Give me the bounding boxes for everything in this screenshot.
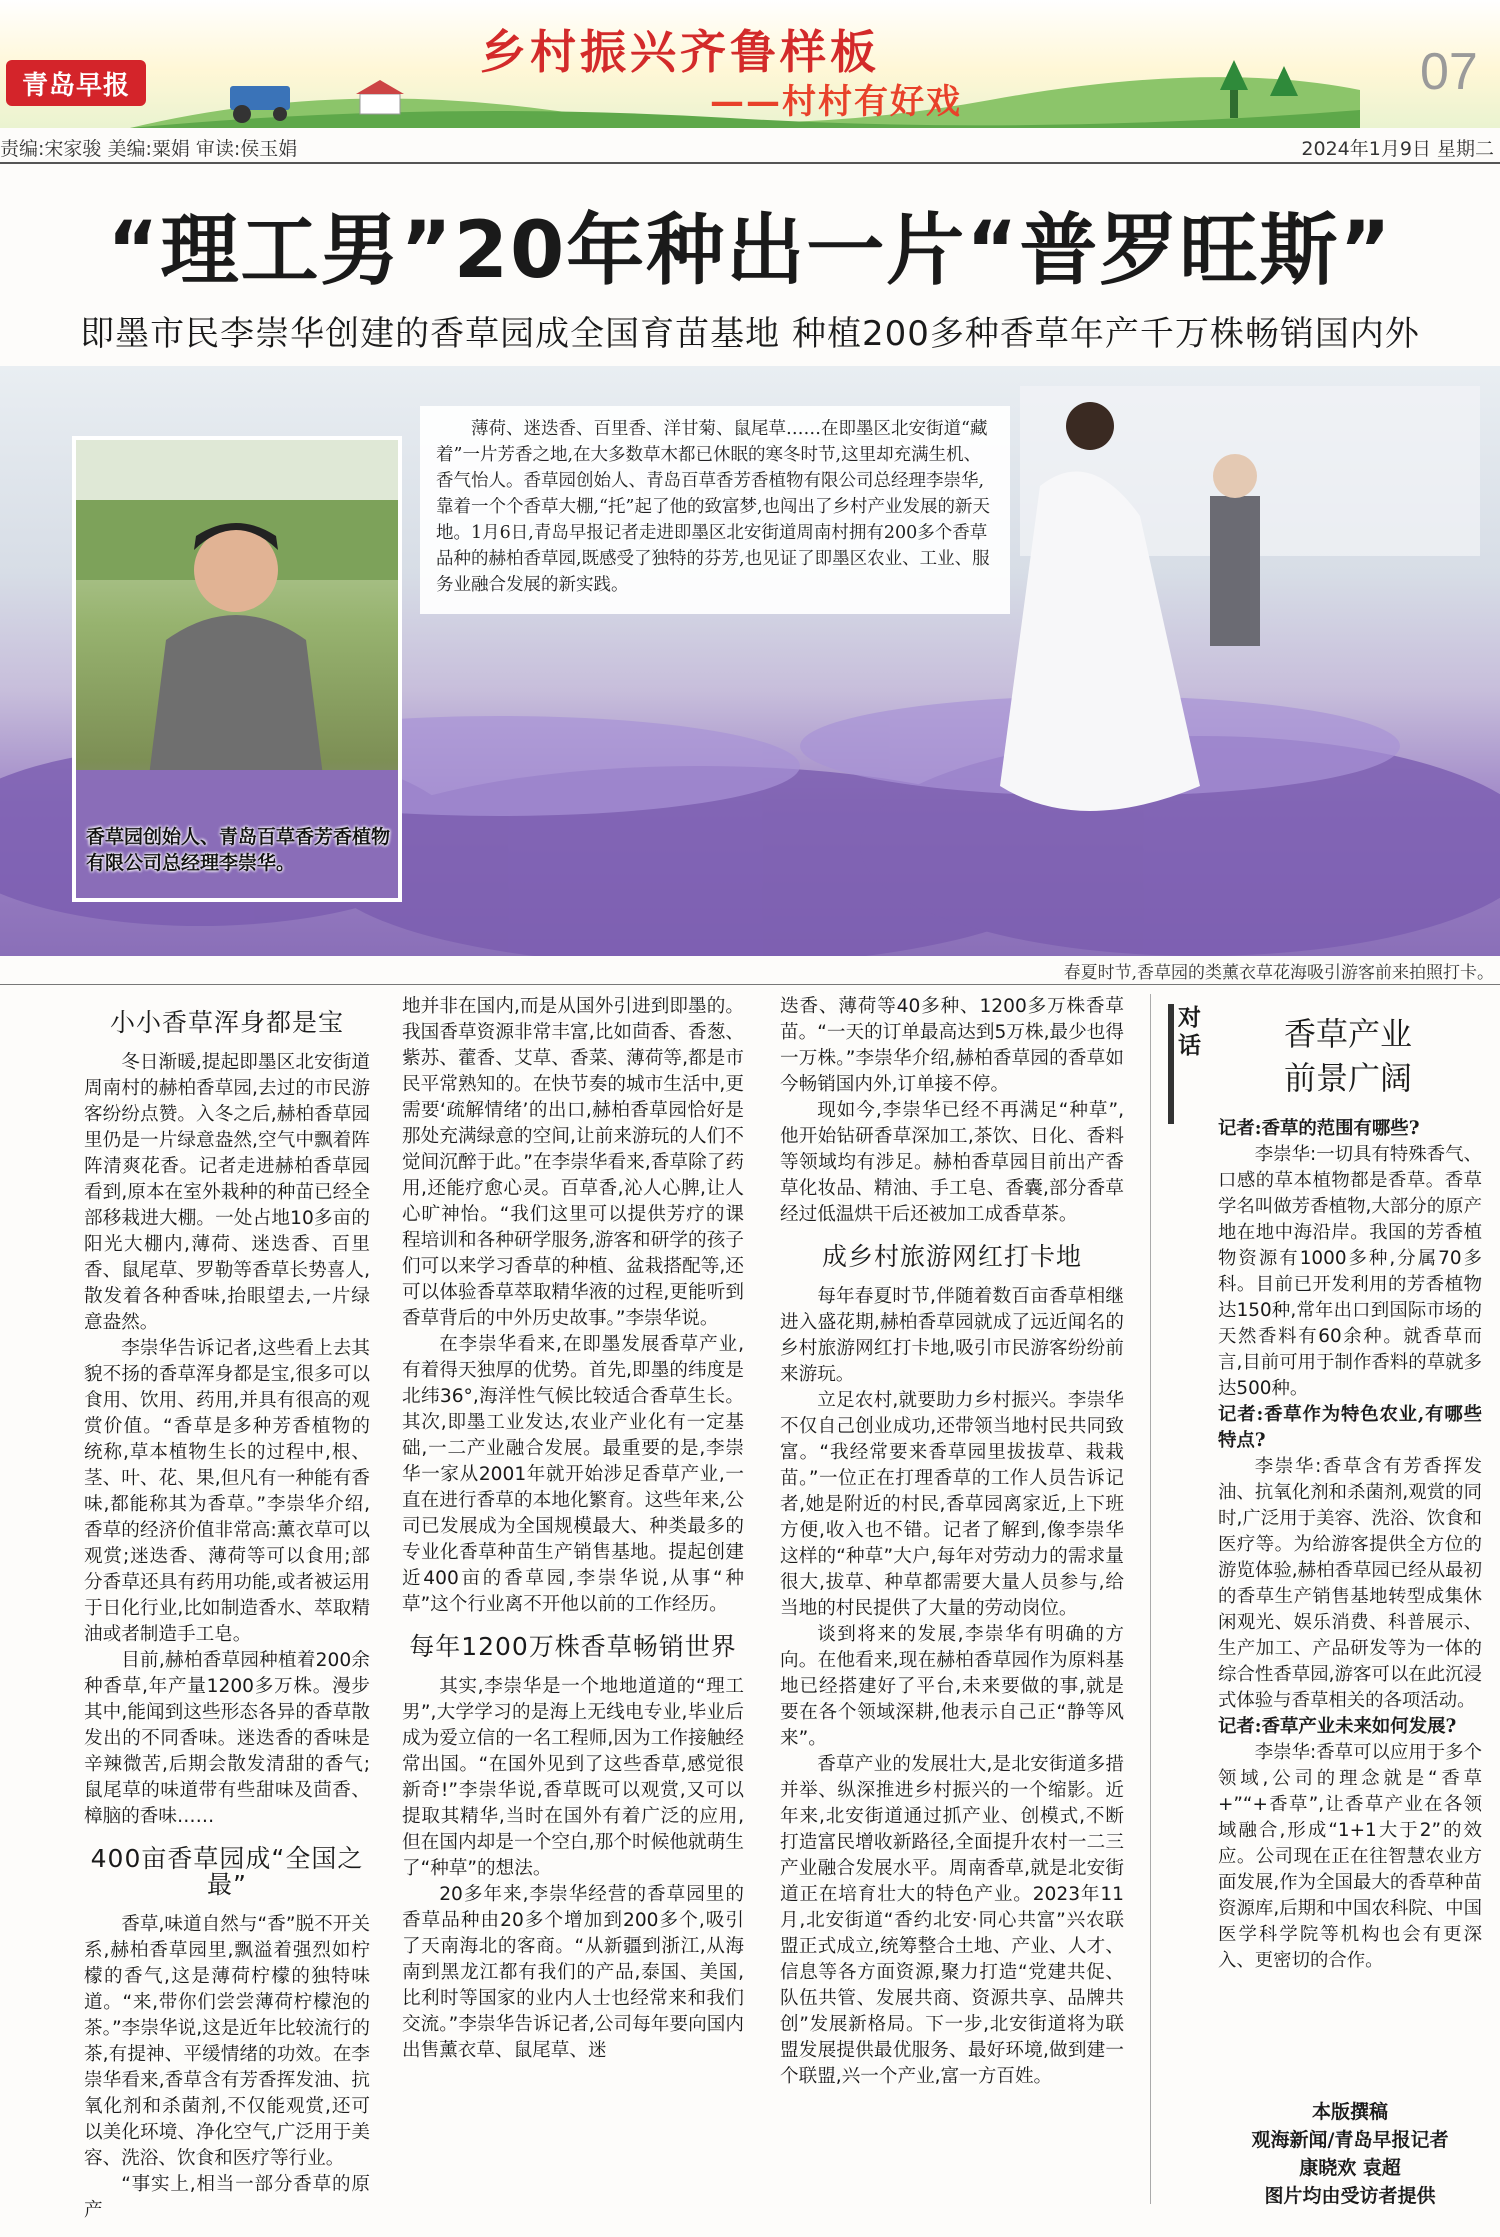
paragraph: 每年春夏时节,伴随着数百亩香草相继进入盛花期,赫柏香草园就成了远近闻名的乡村旅游网红打卡地,吸引市民游客纷纷前来游玩。 [780, 1286, 1124, 1385]
paragraph: 香草产业的发展壮大,是北安街道多措并举、纵深推进乡村振兴的一个缩影。近年来,北安街道通过抓产业、创模式,不断打造富民增收新路径,全面提升农村一二三产业融合发展水平。周南香草,就是北安街道正在培育壮大的特色产业。2023年11月,北安街道“香约北安·同心共富”兴农联盟正式成立,统筹整合土地、产业、人才、信息等各方面资源,聚力打造“党建共促、队伍共管、发展共商、资源共享、品牌共创”发展新格局。下一步,北安街道将为联盟发展提供最优服务、最好环境,做到建一个联盟,兴一个产业,富一方百姓。 [780, 1754, 1124, 2087]
interview-qa [1218, 1116, 1482, 1974]
article-column-3 [780, 994, 1124, 2090]
section-heading: 成乡村旅游网红打卡地 [821, 1242, 1082, 1271]
subheadline: 即墨市民李崇华创建的香草园成全国育苗基地 种植200多种香草年产千万株畅销国内外 [80, 314, 1420, 354]
paragraph: 立足农村,就要助力乡村振兴。李崇华不仅自己创业成功,还带领当地村民共同致富。“我经常要来香草园里拔拔草、栽栽苗。”一位正在打理香草的工作人员告诉记者,她是附近的村民,香草园离家近,上下班方便,收入也不错。记者了解到,像李崇华这样的“种草”大户,每年对劳动力的需求量很大,拔草、种草都需要大量人员参与,给当地的村民提供了大量的劳动岗位。 [780, 1390, 1124, 1619]
paragraph: 现如今,李崇华已经不再满足“种草”,他开始钻研香草深加工,茶饮、日化、香料等领域均有涉足。赫柏香草园目前出产香草化妆品、精油、手工皂、香囊,部分香草经过低温烘干后还被加工成香草茶。 [780, 1100, 1124, 1225]
banner-subtitle: ——村村有好戏 [710, 82, 962, 122]
paragraph: 冬日渐暖,提起即墨区北安街道周南村的赫柏香草园,去过的市民游客纷纷点赞。入冬之后,赫柏香草园里仍是一片绿意盎然,空气中飘着阵阵清爽花香。记者走进赫柏香草园看到,原本在室外栽种的种苗已经全部移栽进大棚。一处占地10多亩的阳光大棚内,薄荷、迷迭香、百里香、鼠尾草、罗勒等香草长势喜人,散发着各种香味,抬眼望去,一片绿意盎然。 [84, 1052, 370, 1333]
question: 记者:香草产业未来如何发展? [1218, 1716, 1457, 1737]
banner-title: 乡村振兴齐鲁样板 [480, 25, 880, 79]
section-heading: 400亩香草园成“全国之最” [90, 1844, 364, 1899]
photo-caption: 春夏时节,香草园的类薰衣草花海吸引游客前来拍照打卡。 [1063, 963, 1494, 983]
question: 记者:香草的范围有哪些? [1218, 1118, 1420, 1139]
paragraph: 李崇华告诉记者,这些看上去其貌不扬的香草浑身都是宝,很多可以食用、饮用、药用,并具有很高的观赏价值。“香草是多种芳香植物的统称,草本植物生长的过程中,根、茎、叶、花、果,但凡有一种能有香味,都能称其为香草。”李崇华介绍,香草的经济价值非常高:薰衣草可以观赏;迷迭香、薄荷等可以食用;部分香草还具有药用功能,或者被运用于日化行业,比如制造香水、萃取精油或者制造手工皂。 [84, 1338, 370, 1645]
sidebar-title: 香草产业 前景广阔 [1283, 1015, 1412, 1097]
page-number: 07 [1420, 43, 1478, 101]
byline: 本版撰稿 观海新闻/青岛早报记者 康晓欢 袁超 图片均由受访者提供 [1251, 2101, 1449, 2207]
paragraph: 谈到将来的发展,李崇华有明确的方向。在他看来,现在赫柏香草园作为原料基地已经搭建好了平台,未来要做的事,就是要在各个领域深耕,他表示自己正“静等风来”。 [780, 1624, 1124, 1749]
paragraph: 迭香、薄荷等40多种、1200多万株香草苗。“一天的订单最高达到5万株,最少也得一万株。”李崇华介绍,赫柏香草园的香草如今畅销国内外,订单接不停。 [780, 996, 1124, 1095]
divider [0, 984, 1500, 985]
answer: 李崇华:一切具有特殊香气、口感的草本植物都是香草。香草学名叫做芳香植物,大部分的原产地在地中海沿岸。我国的芳香植物资源有1000多种,分属70多科。目前已开发利用的芳香植物达150种,常年出口到国际市场的天然香料有60余种。就香草而言,目前可用于制作香料的草就多达500种。 [1218, 1144, 1482, 1399]
editor-credits: 责编:宋家骏 美编:粟娟 审读:侯玉娟 [0, 138, 298, 160]
article-column-1 [84, 994, 370, 2224]
answer: 李崇华:香草可以应用于多个领域,公司的理念就是“香草+”“+香草”,让香草产业在各领域融合,形成“1+1大于2”的效应。公司现在正在往智慧农业方面发展,作为全国最大的香草种苗资源库,后期和中国农科院、中国医学科学院等机构也会有更深入、更密切的合作。 [1218, 1742, 1482, 1971]
divider [0, 162, 1500, 164]
article-column-2 [402, 994, 744, 2064]
paragraph: 20多年来,李崇华经营的香草园里的香草品种由20多个增加到200多个,吸引了天南海北的客商。“从新疆到浙江,从海南到黑龙江都有我们的产品,泰国、美国,比利时等国家的业内人士也经常来和我们交流。”李崇华告诉记者,公司每年要向国内出售薰衣草、鼠尾草、迷 [402, 1884, 744, 2061]
paragraph: 地并非在国内,而是从国外引进到即墨的。我国香草资源非常丰富,比如茴香、香葱、紫苏、藿香、艾草、香菜、薄荷等,都是市民平常熟知的。在快节奏的城市生活中,更需要‘疏解情绪’的出口,赫柏香草园恰好是那处充满绿意的空间,让前来游玩的人们不觉间沉醉于此。”在李崇华看来,香草除了药用,还能疗愈心灵。百草香,沁人心脾,让人心旷神怡。“我们这里可以提供芳疗的课程培训和各种研学服务,游客和研学的孩子们可以来学习香草的种植、盆栽搭配等,还可以体验香草萃取精华液的过程,更能听到香草背后的中外历史故事。”李崇华说。 [402, 996, 744, 1329]
masthead-banner [0, 0, 1500, 128]
paragraph: 在李崇华看来,在即墨发展香草产业,有着得天独厚的优势。首先,即墨的纬度是北纬36°,海洋性气候比较适合香草生长。其次,即墨工业发达,农业产业化有一定基础,一二产业融合发展。最重要的是,李崇华一家从2001年就开始涉足香草产业,一直在进行香草的本地化繁育。这些年来,公司已发展成为全国规模最大、种类最多的专业化香草种苗生产销售基地。提起创建近400亩的香草园,李崇华说,从事“种草”这个行业离不开他以前的工作经历。 [402, 1334, 744, 1615]
lead-paragraph: 薄荷、迷迭香、百里香、洋甘菊、鼠尾草……在即墨区北安街道“藏着”一片芳香之地,在大多数草木都已休眠的寒冬时节,这里却充满生机、香气怡人。香草园创始人、青岛百草香芳香植物有限公司总经理李崇华,靠着一个个香草大棚,“托”起了他的致富梦,也闯出了乡村产业发展的新天地。1月6日,青岛早报记者走进即墨区北安街道周南村拥有200多个香草品种的赫柏香草园,既感受了独特的芬芳,也见证了即墨区农业、工业、服务业融合发展的新实践。 [420, 406, 1010, 614]
paragraph: 香草,味道自然与“香”脱不开关系,赫柏香草园里,飘溢着强烈如柠檬的香气,这是薄荷柠檬的独特味道。“来,带你们尝尝薄荷柠檬泡的茶。”李崇华说,这是近年比较流行的茶,有提神、平缓情绪的功效。在李崇华看来,香草含有芳香挥发油、抗氧化剂和杀菌剂,不仅能观赏,还可以美化环境、净化空气,广泛用于美容、洗浴、饮食和医疗等行业。 [84, 1914, 370, 2169]
newspaper-logo: 青岛早报 [6, 60, 146, 106]
answer: 李崇华:香草含有芳香挥发油、抗氧化剂和杀菌剂,观赏的同时,广泛用于美容、洗浴、饮食和医疗等。为给游客提供全方位的游览体验,赫柏香草园已经从最初的香草生产销售基地转型成集休闲观光、娱乐消费、科普展示、生产加工、产品研发等为一体的综合性香草园,游客可以在此沉浸式体验与香草相关的各项活动。 [1218, 1456, 1482, 1711]
paragraph: “事实上,相当一部分香草的原产 [84, 2174, 370, 2221]
section-heading: 每年1200万株香草畅销世界 [409, 1632, 737, 1661]
section-heading: 小小香草浑身都是宝 [109, 1008, 344, 1037]
column-divider [1150, 994, 1151, 2204]
paragraph: 其实,李崇华是一个地地道道的“理工男”,大学学习的是海上无线电专业,毕业后成为爱立信的一名工程师,因为工作接触经常出国。“在国外见到了这些香草,感觉很新奇!”李崇华说,香草既可以观赏,又可以提取其精华,当时在国外有着广泛的应用,但在国内却是一个空白,那个时候他就萌生了“种草”的想法。 [402, 1676, 744, 1879]
issue-date: 2024年1月9日 星期二 [1301, 138, 1494, 160]
paragraph: 目前,赫柏香草园种植着200余种香草,年产量1200多万株。漫步其中,能闻到这些形态各异的香草散发出的不同香味。迷迭香的香味是辛辣微苦,后期会散发清甜的香气;鼠尾草的味道带有些甜味及茴香、樟脑的香味…… [84, 1650, 370, 1827]
question: 记者:香草作为特色农业,有哪些特点? [1218, 1404, 1482, 1451]
headline: “理工男”20年种出一片“普罗旺斯” [107, 206, 1393, 296]
dialogue-tag: 对话 [1168, 1004, 1198, 1124]
portrait-caption: 香草园创始人、青岛百草香芳香植物有限公司总经理李崇华。 [86, 826, 391, 874]
